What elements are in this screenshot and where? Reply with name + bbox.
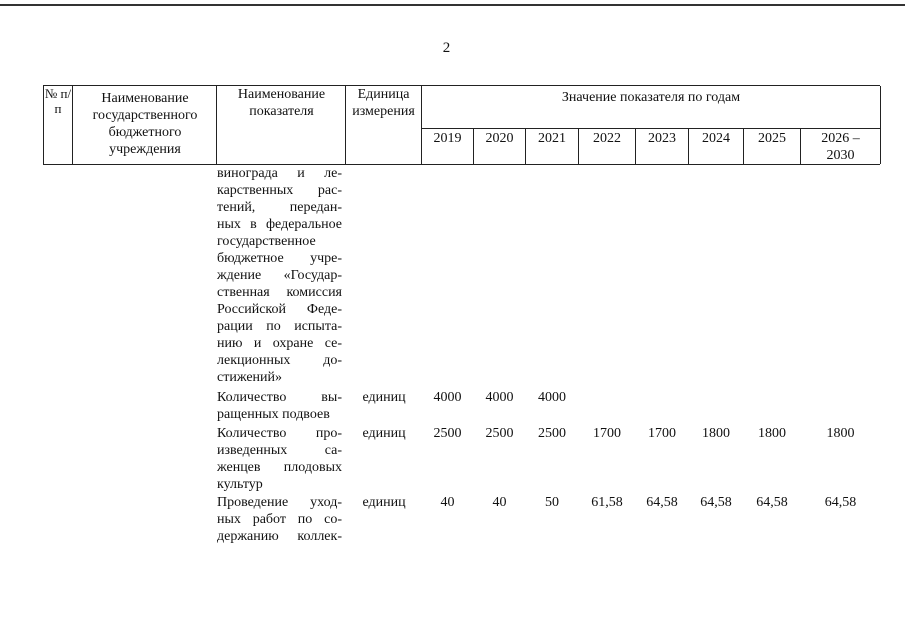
text-line: Проведение уход- bbox=[217, 495, 342, 510]
text-line: ных работ по со- bbox=[217, 512, 342, 527]
col-divider bbox=[216, 86, 217, 164]
header-year: 2025 bbox=[758, 131, 786, 146]
text-line: карственных рас- bbox=[217, 183, 342, 198]
value-cell: 1800 bbox=[702, 426, 730, 441]
indicator-name bbox=[217, 425, 342, 493]
indicator-name bbox=[217, 389, 342, 423]
text-line: бюджетное учре- bbox=[217, 251, 342, 266]
value-cell: 40 bbox=[440, 495, 455, 510]
table-header bbox=[43, 85, 880, 165]
value-cell: 64,58 bbox=[824, 495, 857, 510]
text-line: ждение «Государ- bbox=[217, 268, 342, 283]
table-body bbox=[0, 165, 905, 585]
header-year: 2023 bbox=[648, 131, 676, 146]
text-line: ных в федеральное bbox=[217, 217, 342, 232]
value-cell: 61,58 bbox=[591, 495, 623, 510]
value-cell: 64,58 bbox=[756, 495, 788, 510]
value-cell: 2500 bbox=[538, 426, 566, 441]
years-divider bbox=[421, 128, 880, 129]
text-line: винограда и ле- bbox=[217, 166, 342, 181]
header-years-group: Значение показателя по годам bbox=[561, 90, 741, 105]
unit-cell: единиц bbox=[362, 390, 406, 405]
value-cell: 1800 bbox=[826, 426, 855, 441]
page-number: 2 bbox=[442, 40, 451, 56]
text-line: лекционных до- bbox=[217, 353, 342, 368]
header-year: 2022 bbox=[593, 131, 621, 146]
unit-cell: единиц bbox=[362, 426, 406, 441]
value-cell: 64,58 bbox=[700, 495, 732, 510]
value-cell: 4000 bbox=[485, 390, 514, 405]
text-line: рации по испыта- bbox=[217, 319, 342, 334]
value-cell: 4000 bbox=[433, 390, 462, 405]
header-year: 2026 – 2030 bbox=[821, 131, 860, 163]
header-year: 2024 bbox=[702, 131, 730, 146]
header-org: Наименование государственного бюджетного учреждения bbox=[92, 91, 198, 157]
value-cell: 1800 bbox=[758, 426, 786, 441]
text-line: женцев плодовых bbox=[217, 460, 342, 475]
header-year: 2019 bbox=[433, 131, 462, 146]
text-line: изведенных са- bbox=[217, 443, 342, 458]
indicator-name bbox=[217, 494, 342, 545]
text-line: Количество про- bbox=[217, 426, 342, 441]
text-line: держанию коллек- bbox=[217, 529, 342, 544]
header-year: 2021 bbox=[538, 131, 566, 146]
text-line: нию и охране се- bbox=[217, 336, 342, 351]
value-cell: 40 bbox=[492, 495, 507, 510]
value-cell: 4000 bbox=[538, 390, 566, 405]
text-line: Российской Феде- bbox=[217, 302, 342, 317]
text-line: государственное bbox=[217, 234, 316, 249]
text-line: стижений» bbox=[217, 370, 283, 385]
unit-cell: единиц bbox=[362, 495, 406, 510]
text-line: тений, передан- bbox=[217, 200, 342, 215]
header-indicator: Наименование показателя bbox=[237, 87, 326, 119]
text-line: ственная комиссия bbox=[217, 285, 342, 300]
text-line: ращенных подвоев bbox=[217, 407, 330, 422]
value-cell: 1700 bbox=[593, 426, 621, 441]
col-divider bbox=[880, 86, 881, 164]
value-cell: 64,58 bbox=[646, 495, 678, 510]
header-unit: Единица измерения bbox=[352, 87, 415, 119]
col-divider bbox=[72, 86, 73, 164]
text-line: Количество вы- bbox=[217, 390, 342, 405]
top-border-line bbox=[0, 4, 905, 6]
header-year: 2020 bbox=[485, 131, 514, 146]
text-line: культур bbox=[217, 477, 263, 492]
value-cell: 50 bbox=[545, 495, 559, 510]
continued-indicator-text bbox=[217, 165, 342, 386]
value-cell: 2500 bbox=[433, 426, 462, 441]
value-cell: 1700 bbox=[648, 426, 676, 441]
header-num: № п/п bbox=[44, 86, 72, 116]
value-cell: 2500 bbox=[485, 426, 514, 441]
